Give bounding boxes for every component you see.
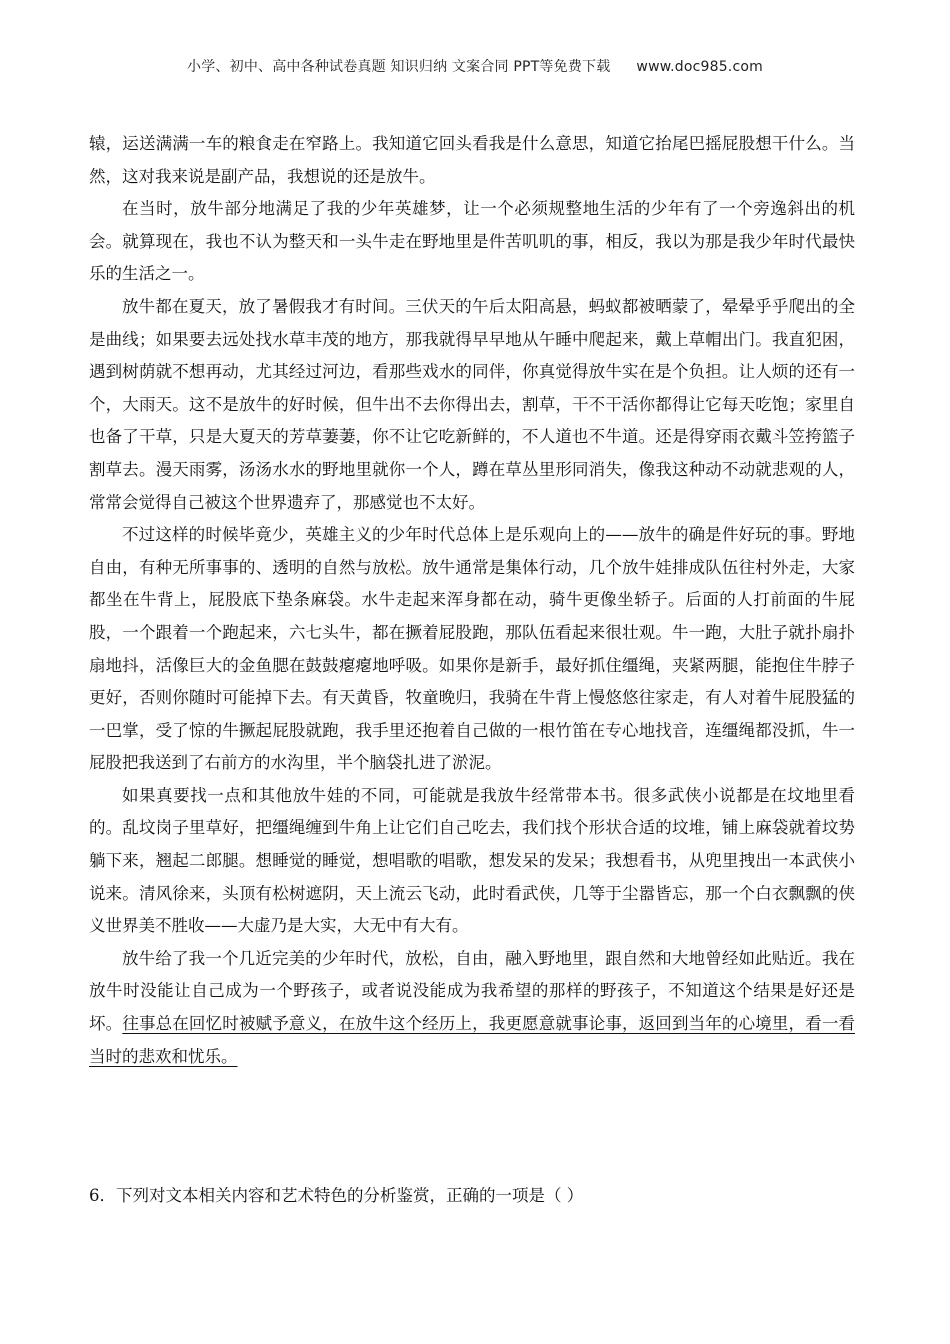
paragraph: 不过这样的时候毕竟少，英雄主义的少年时代总体上是乐观向上的——放牛的确是件好玩的事。野地自由，有种无所事事的、透明的自然与放松。放牛通常是集体行动，几个放牛娃排成队伍往村外走，大家都坐在牛背上，屁股底下垫条麻袋。水牛走起来浑身都在动，骑牛更像坐轿子。后面的人打前面的牛屁股，一个跟着一个跑起来，六七头牛，都在撅着屁股跑，那队伍看起来很壮观。牛一跑，大肚子就扑扇扑扇地抖，活像巨大的金鱼腮在鼓鼓瘪瘪地呼吸。如果你是新手，最好抓住缰绳，夹紧两腿，能抱住牛脖子更好，否则你随时可能掉下去。有天黄昏，牧童晚归，我骑在牛背上慢悠悠往家走，有人对着牛屁股猛的一巴掌，受了惊的牛撅起屁股就跑，我手里还抱着自己做的一根竹笛在专心地找音，连缰绳都没抓，牛一屁股把我送到了右前方的水沟里，半个脑袋扎进了淤泥。 — [89, 525, 855, 773]
header-text: 小学、初中、高中各种试卷真题 知识归纳 文案合同 PPT等免费下载 — [187, 59, 611, 75]
question-number: 6． — [89, 1186, 116, 1205]
page-header — [0, 56, 950, 76]
paragraph-text: 放牛给了我一个几近完美的少年时代，放松，自由，融入野地里，跟自然和大地曾经如此贴近。我在放牛时没能让自己成为一个野孩子，或者说没能成为我希望的那样的野孩子，不知道这个结果是好还是坏。 — [89, 948, 855, 1034]
paragraph: 在当时，放牛部分地满足了我的少年英雄梦，让一个必须规整地生活的少年有了一个旁逸斜出的机会。就算现在，我也不认为整天和一头牛走在野地里是件苦叽叽的事，相反，我以为那是我少年时代最快乐的生活之一。 — [89, 199, 855, 284]
header-url[interactable]: www.doc985.com — [636, 59, 763, 75]
article-body — [89, 128, 855, 1073]
paragraph-last — [89, 943, 855, 1073]
paragraph: 放牛都在夏天，放了暑假我才有时间。三伏天的午后太阳高悬，蚂蚁都被晒蒙了，晕晕乎乎爬出的全是曲线；如果要去远处找水草丰茂的地方，那我就得早早地从午睡中爬起来，戴上草帽出门。我直犯困，遇到树荫就不想再动，尤其经过河边，看那些戏水的同伴，你真觉得放牛实在是个负担。让人烦的还有一个，大雨天。这不是放牛的好时候，但牛出不去你得出去，割草，干不干活你都得让它每天吃饱；家里自也备了干草，只是大夏天的芳草萋萋，你不让它吃新鲜的，不人道也不牛道。还是得穿雨衣戴斗笠挎篮子割草去。漫天雨雾，汤汤水水的野地里就你一个人，蹲在草丛里形同消失，像我这种动不动就悲观的人，常常会觉得自己被这个世界遗弃了，那感觉也不太好。 — [89, 296, 855, 512]
underlined-sentence: 往事总在回忆时被赋予意义，在放牛这个经历上，我更愿意就事论事，返回到当年的心境里，看一看当时的悲欢和忧乐。 — [89, 1014, 856, 1066]
question-text: 下列对文本相关内容和艺术特色的分析鉴赏，正确的一项是（ ） — [116, 1186, 584, 1205]
paragraph: 如果真要找一点和其他放牛娃的不同，可能就是我放牛经常带本书。很多武侠小说都是在坟地里看的。乱坟岗子里草好，把缰绳缠到牛角上让它们自己吃去，我们找个形状合适的坟堆，铺上麻袋就着坟势躺下来，翘起二郎腿。想睡觉的睡觉，想唱歌的唱歌，想发呆的发呆；我想看书，从兜里拽出一本武侠小说来。清风徐来，头顶有松树遮阴，天上流云飞动，此时看武侠，几等于尘嚣皆忘，那一个白衣飘飘的侠义世界美不胜收——大虚乃是大实，大无中有大有。 — [89, 785, 855, 936]
paragraph: 辕，运送满满一车的粮食走在窄路上。我知道它回头看我是什么意思，知道它抬尾巴摇屁股想干什么。当然，这对我来说是副产品，我想说的还是放牛。 — [89, 134, 855, 186]
question-6 — [89, 1180, 855, 1212]
